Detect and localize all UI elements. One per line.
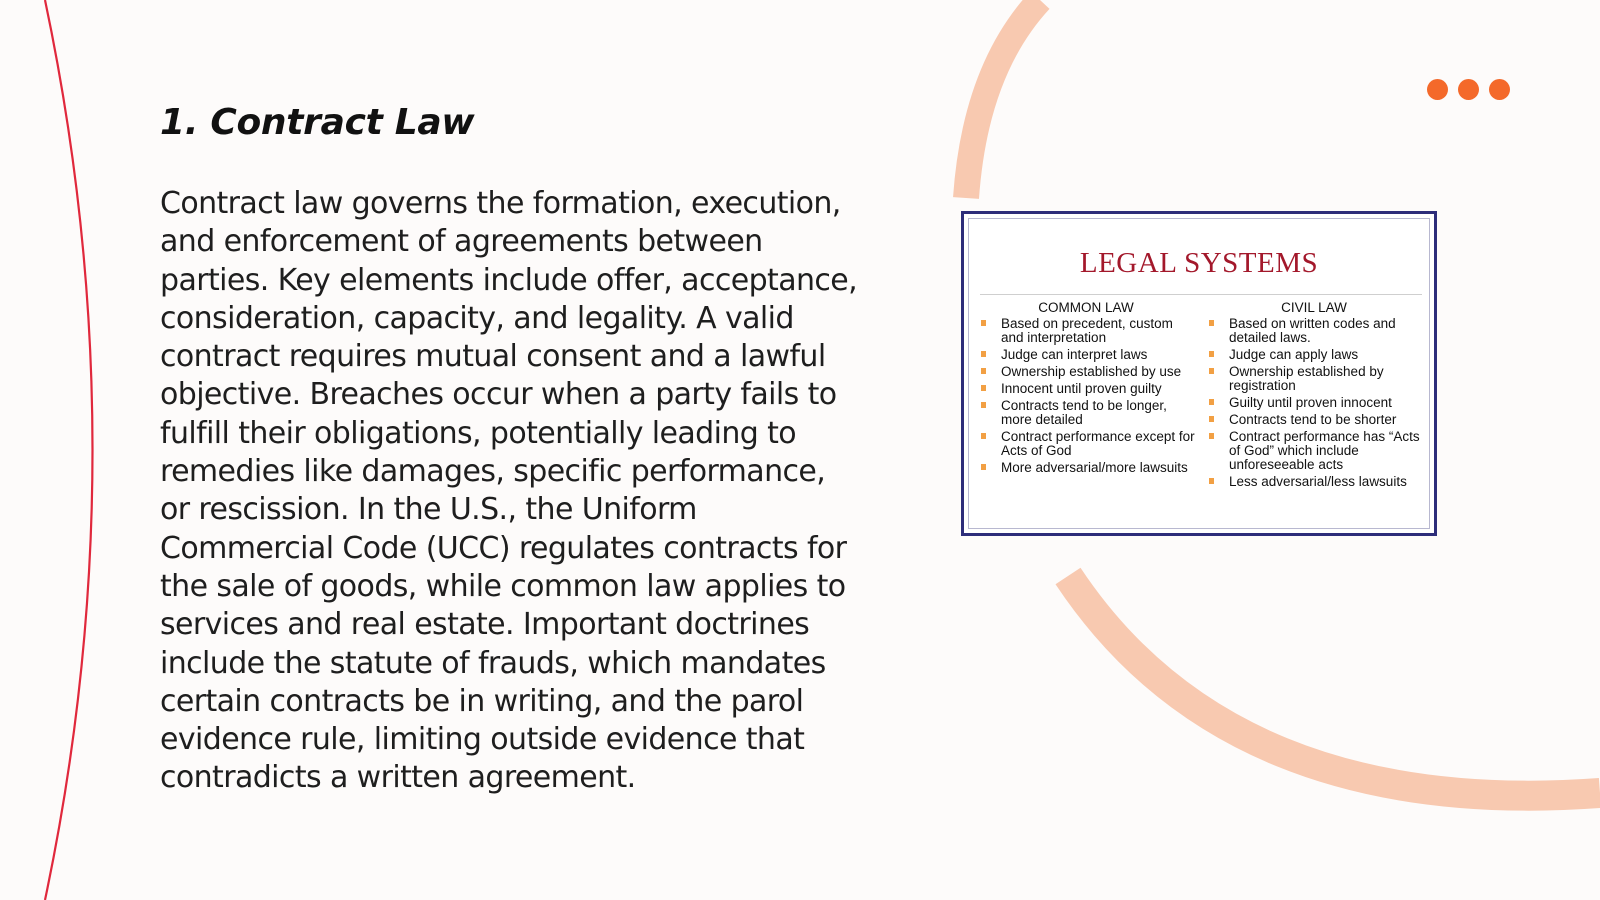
list-item: Contract performance has “Acts of God” which include unforeseeable acts bbox=[1205, 430, 1423, 472]
three-dots-icon bbox=[1427, 79, 1510, 100]
list-item: Ownership established by registration bbox=[1205, 365, 1423, 393]
arc-top bbox=[966, 0, 1040, 198]
civil-law-list bbox=[1205, 317, 1423, 489]
slide-body-text: Contract law governs the formation, execution, and enforcement of agreements between parties. Key elements include offer, acceptance, consideration, capacity, and legality. A valid contract requires mutual consent and a lawful objective. Breaches occur when a party fails to fulfill their obligations, potentially leading to remedies like damages, specific performance, or rescission. In the U.S., the Uniform Commercial Code (UCC) regulates contracts for the sale of goods, while common law applies to services and real estate. Important doctrines include the statute of frauds, which mandates certain contracts be in writing, and the parol evidence rule, limiting outside evidence that contradicts a written agreement. bbox=[160, 186, 858, 796]
figure-divider bbox=[980, 294, 1422, 295]
list-item: Based on precedent, custom and interpretation bbox=[977, 317, 1195, 345]
civil-law-column bbox=[1205, 300, 1423, 492]
list-item: Contracts tend to be shorter bbox=[1205, 413, 1423, 427]
list-item: Contracts tend to be longer, more detailed bbox=[977, 399, 1195, 427]
dot-2 bbox=[1458, 79, 1479, 100]
list-item: Judge can interpret laws bbox=[977, 348, 1195, 362]
list-item: Based on written codes and detailed laws. bbox=[1205, 317, 1423, 345]
common-law-list bbox=[977, 317, 1195, 475]
dot-3 bbox=[1489, 79, 1510, 100]
list-item: More adversarial/more lawsuits bbox=[977, 461, 1195, 475]
list-item: Judge can apply laws bbox=[1205, 348, 1423, 362]
arc-bottom bbox=[1068, 576, 1600, 796]
slide-title: 1. Contract Law bbox=[160, 102, 475, 143]
dot-1 bbox=[1427, 79, 1448, 100]
common-law-column bbox=[977, 300, 1195, 478]
list-item: Guilty until proven innocent bbox=[1205, 396, 1423, 410]
list-item: Less adversarial/less lawsuits bbox=[1205, 475, 1423, 489]
common-law-heading: COMMON LAW bbox=[1038, 300, 1134, 315]
list-item: Innocent until proven guilty bbox=[977, 382, 1195, 396]
figure-title: LEGAL SYSTEMS bbox=[1079, 247, 1319, 279]
list-item: Contract performance except for Acts of God bbox=[977, 430, 1195, 458]
legal-systems-figure bbox=[961, 211, 1437, 536]
civil-law-heading: CIVIL LAW bbox=[1281, 300, 1347, 315]
left-accent-curve bbox=[45, 0, 93, 900]
list-item: Ownership established by use bbox=[977, 365, 1195, 379]
